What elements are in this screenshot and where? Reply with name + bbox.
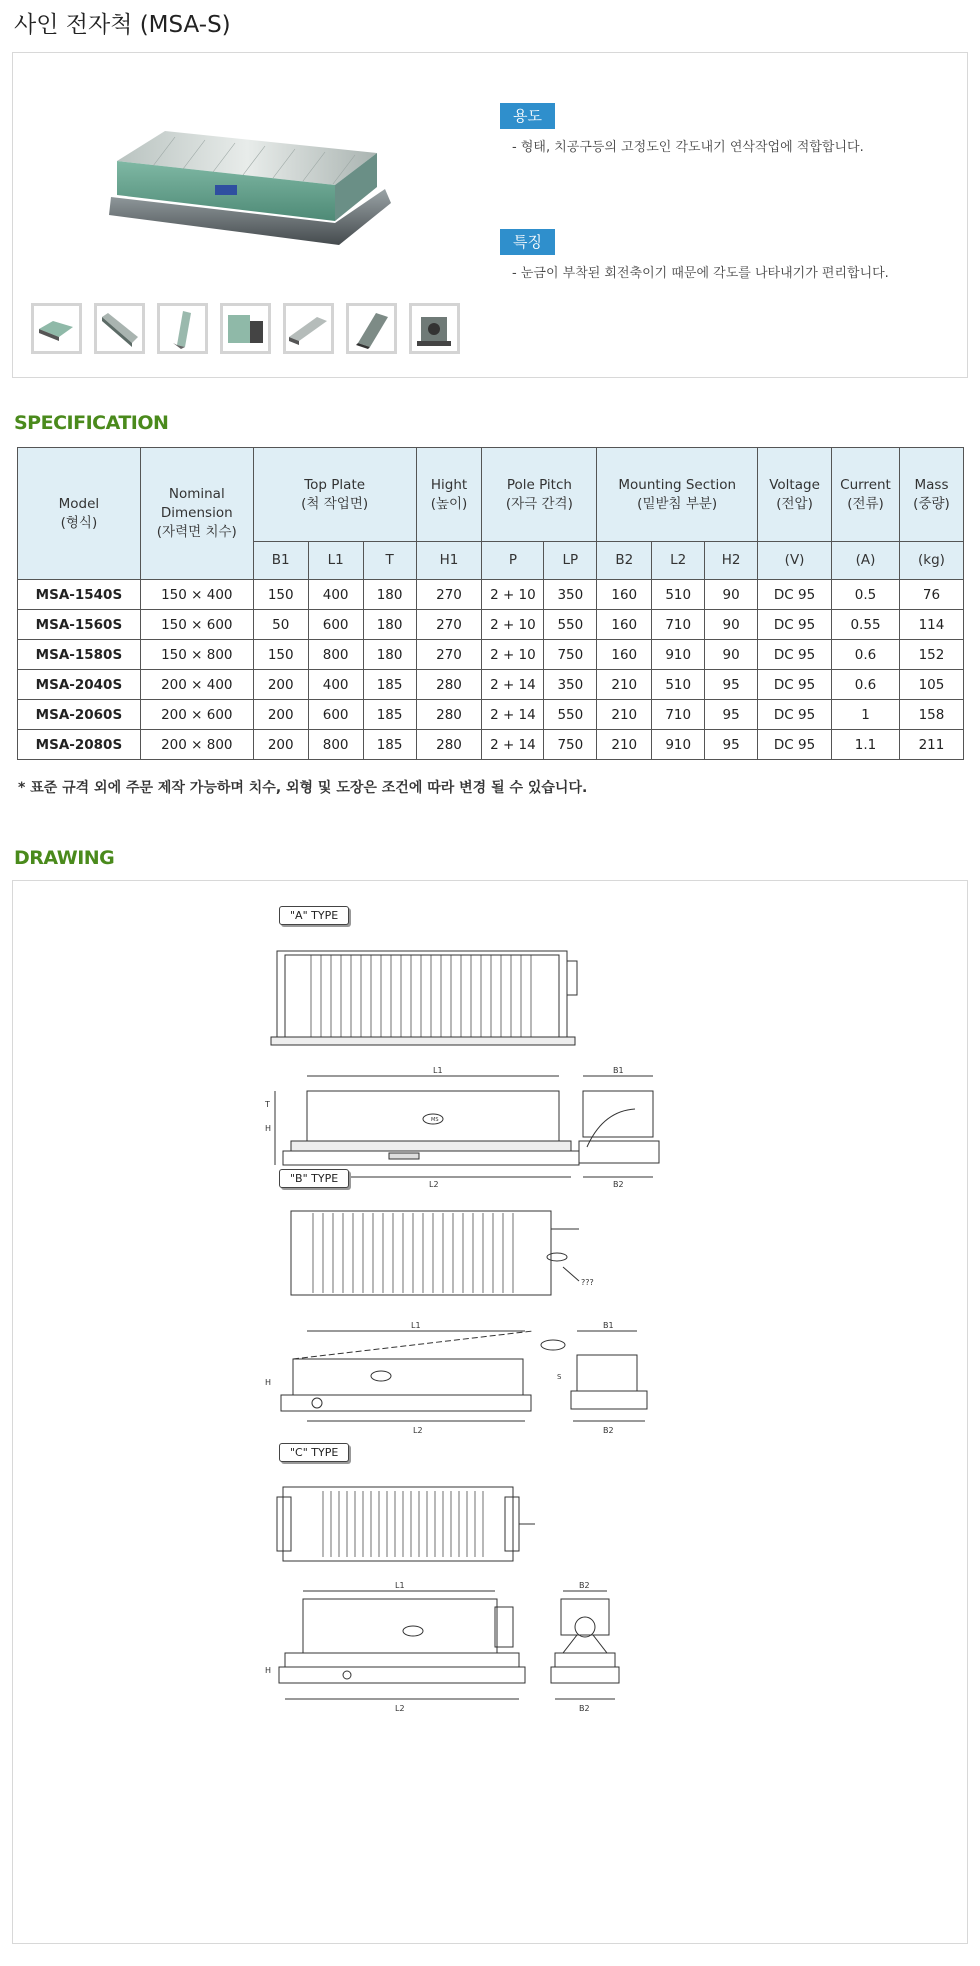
spec-cell: 280 [416,730,482,760]
subheader-cell: P [482,542,544,580]
spec-cell: 150 × 400 [140,580,253,610]
page-title: 사인 전자척 (MSA-S) [14,12,231,38]
spec-cell: 50 [253,610,308,640]
spec-cell: 185 [363,730,416,760]
subheader-cell: L1 [308,542,363,580]
usage-text: - 형태, 치공구등의 고정도인 각도내기 연삭작업에 적합합니다. [512,140,864,155]
spec-cell: 180 [363,580,416,610]
thumbnail[interactable] [220,303,271,354]
model-cell: MSA-2080S [18,730,141,760]
usage-label: 용도 [500,103,555,129]
model-cell: MSA-2060S [18,700,141,730]
dim-l1-label: L1 [433,1066,443,1075]
spec-cell: 210 [597,730,652,760]
spec-cell: 0.6 [832,670,900,700]
spec-table [17,447,964,760]
spec-cell: 350 [544,580,597,610]
spec-cell: 2 + 14 [482,730,544,760]
spec-cell: 510 [652,580,705,610]
subheader-cell: LP [544,542,597,580]
dim-h-label: H [265,1124,272,1133]
thumbnail[interactable] [94,303,145,354]
thumbnail[interactable] [157,303,208,354]
spec-row [18,670,964,700]
spec-cell: 2 + 14 [482,670,544,700]
spec-cell: 95 [705,670,758,700]
spec-cell: 200 × 600 [140,700,253,730]
spec-cell: DC 95 [758,580,832,610]
dim-b2-top-label-c: B2 [579,1581,590,1590]
spec-cell: 160 [597,580,652,610]
spec-row [18,730,964,760]
spec-cell: 158 [899,700,963,730]
spec-cell: DC 95 [758,700,832,730]
spec-cell: 2 + 14 [482,700,544,730]
header-voltage: Voltage (전압) [758,448,832,542]
dim-l1-label-b: L1 [411,1321,421,1330]
dim-l2-label: L2 [429,1180,439,1189]
spec-cell: 150 [253,580,308,610]
spec-cell: 750 [544,640,597,670]
dim-s-label: S [557,1373,562,1381]
dim-b1-label-b: B1 [603,1321,614,1330]
dim-l1-label-c: L1 [395,1581,405,1590]
header-mass: Mass (중량) [899,448,963,542]
spec-cell: 0.6 [832,640,900,670]
dim-l2-label-c: L2 [395,1704,405,1713]
spec-cell: 2 + 10 [482,640,544,670]
subheader-cell: B1 [253,542,308,580]
spec-cell: 105 [899,670,963,700]
spec-cell: 0.55 [832,610,900,640]
type-a-tag: "A" TYPE [279,906,349,925]
subheader-cell: H2 [705,542,758,580]
model-cell: MSA-1560S [18,610,141,640]
type-a-drawing [263,941,723,1201]
spec-cell: 200 [253,670,308,700]
dim-l2-label-b: L2 [413,1426,423,1435]
spec-cell: 0.5 [832,580,900,610]
spec-cell: 1.1 [832,730,900,760]
model-cell: MSA-2040S [18,670,141,700]
spec-cell: 600 [308,700,363,730]
spec-cell: 270 [416,580,482,610]
spec-cell: DC 95 [758,730,832,760]
header-nominal: Nominal Dimension (자력면 치수) [140,448,253,580]
spec-cell: 180 [363,640,416,670]
spec-cell: DC 95 [758,610,832,640]
spec-cell: 160 [597,640,652,670]
spec-cell: 600 [308,610,363,640]
subheader-cell: (V) [758,542,832,580]
thumbnail-strip [31,303,460,354]
header-hight: Hight (높이) [416,448,482,542]
drawing-panel [12,880,968,1944]
type-c-drawing [263,1477,723,1727]
usage-block [500,103,864,155]
spec-cell: 114 [899,610,963,640]
spec-row [18,640,964,670]
spec-cell: 200 [253,700,308,730]
spec-cell: 185 [363,700,416,730]
feature-text: - 눈금이 부착된 회전축이기 때문에 각도를 나타내기가 편리합니다. [512,266,889,281]
subheader-cell: H1 [416,542,482,580]
dim-h-label-b: H [265,1378,272,1387]
spec-row [18,580,964,610]
spec-cell: 76 [899,580,963,610]
product-overview [12,52,968,378]
header-pole-pitch: Pole Pitch (자극 간격) [482,448,597,542]
thumbnail[interactable] [409,303,460,354]
specification-title: SPECIFICATION [14,412,169,434]
type-c-tag: "C" TYPE [279,1443,349,1462]
spec-cell: 910 [652,640,705,670]
dim-t-label: T [265,1100,270,1109]
spec-row [18,610,964,640]
header-model: Model (형식) [18,448,141,580]
spec-cell: 200 × 400 [140,670,253,700]
spec-cell: 150 [253,640,308,670]
spec-cell: 90 [705,580,758,610]
spec-cell: 160 [597,610,652,640]
thumbnail[interactable] [31,303,82,354]
spec-cell: 270 [416,610,482,640]
spec-cell: 211 [899,730,963,760]
feature-label: 특징 [500,229,555,255]
spec-row [18,700,964,730]
header-top-plate: Top Plate (척 작업면) [253,448,416,542]
dim-b2-label: B2 [613,1180,624,1189]
spec-note: * 표준 규격 외에 주문 제작 가능하며 치수, 외형 및 도장은 조건에 따라 변경 될 수 있습니다. [18,780,588,796]
spec-cell: 800 [308,640,363,670]
spec-cell: 180 [363,610,416,640]
spec-cell: 95 [705,730,758,760]
spec-cell: 152 [899,640,963,670]
spec-cell: 710 [652,700,705,730]
model-cell: MSA-1580S [18,640,141,670]
dim-qqq-label: ??? [581,1278,594,1287]
spec-cell: 1 [832,700,900,730]
type-b-tag: "B" TYPE [279,1169,349,1188]
spec-cell: 280 [416,700,482,730]
type-b-drawing [263,1201,723,1451]
spec-cell: 510 [652,670,705,700]
ms-logo-label: MS [431,1117,439,1123]
spec-cell: 550 [544,610,597,640]
spec-cell: 185 [363,670,416,700]
drawing-title: DRAWING [14,847,115,869]
spec-cell: 910 [652,730,705,760]
spec-cell: 150 × 600 [140,610,253,640]
spec-cell: 210 [597,700,652,730]
subheader-cell: T [363,542,416,580]
thumbnail[interactable] [283,303,334,354]
subheader-cell: L2 [652,542,705,580]
subheader-cell: (A) [832,542,900,580]
spec-cell: DC 95 [758,670,832,700]
spec-cell: 400 [308,580,363,610]
product-main-photo [95,123,395,263]
spec-cell: 200 [253,730,308,760]
dim-h-label-c: H [265,1666,272,1675]
dim-b2-label-c: B2 [579,1704,590,1713]
spec-cell: 400 [308,670,363,700]
spec-cell: 90 [705,610,758,640]
spec-cell: 210 [597,670,652,700]
spec-cell: 200 × 800 [140,730,253,760]
spec-cell: 750 [544,730,597,760]
dim-b2-label-b: B2 [603,1426,614,1435]
spec-cell: 710 [652,610,705,640]
model-cell: MSA-1540S [18,580,141,610]
spec-cell: 150 × 800 [140,640,253,670]
subheader-cell: B2 [597,542,652,580]
spec-table-body [18,580,964,760]
spec-cell: 800 [308,730,363,760]
spec-cell: 2 + 10 [482,610,544,640]
thumbnail[interactable] [346,303,397,354]
subheader-cell: (kg) [899,542,963,580]
spec-cell: DC 95 [758,640,832,670]
spec-cell: 280 [416,670,482,700]
header-current: Current (전류) [832,448,900,542]
spec-cell: 2 + 10 [482,580,544,610]
header-mounting: Mounting Section (밑받침 부분) [597,448,758,542]
feature-block [500,229,889,281]
spec-cell: 550 [544,700,597,730]
spec-cell: 95 [705,700,758,730]
spec-cell: 90 [705,640,758,670]
spec-cell: 270 [416,640,482,670]
dim-b1-label: B1 [613,1066,624,1075]
spec-cell: 350 [544,670,597,700]
